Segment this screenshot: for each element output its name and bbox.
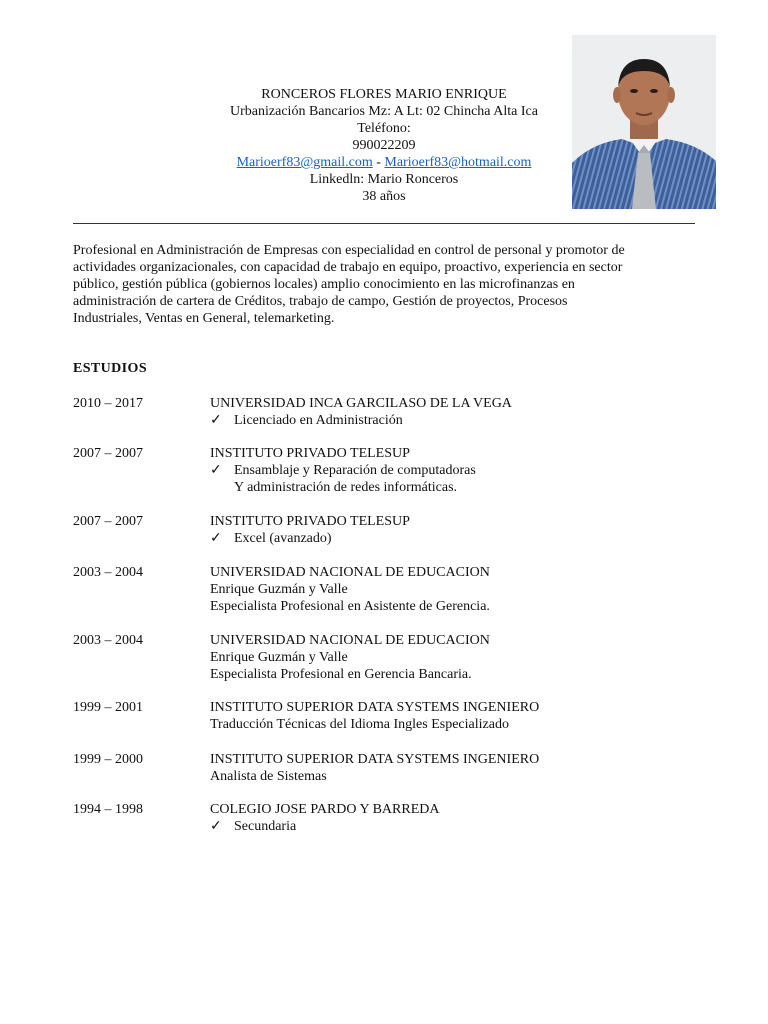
- linkedin-line: Linkedln: Mario Ronceros: [309, 172, 459, 187]
- phone-number: 990022209: [352, 138, 416, 153]
- study-detail: [210, 751, 539, 785]
- address: Urbanización Bancarios Mz: A Lt: 02 Chincha Alta Ica: [230, 104, 538, 119]
- checkmark-icon: ✓: [210, 531, 222, 546]
- profile-line: actividades organizacionales, con capacidad de trabajo en equipo, proactivo, experiencia en sector: [73, 260, 623, 275]
- study-institution: INSTITUTO SUPERIOR DATA SYSTEMS INGENIERO: [210, 752, 540, 767]
- study-detail: [210, 395, 512, 429]
- study-line: Enrique Guzmán y Valle: [210, 582, 348, 597]
- study-institution: INSTITUTO PRIVADO TELESUP: [210, 514, 410, 529]
- study-checked-item: [210, 462, 476, 479]
- study-item-continuation: Y administración de redes informáticas.: [234, 480, 458, 495]
- study-years: 2007 – 2007: [73, 514, 143, 529]
- full-name: RONCEROS FLORES MARIO ENRIQUE: [261, 87, 507, 102]
- study-item-text: Ensamblaje y Reparación de computadoras: [234, 463, 476, 478]
- study-line: Traducción Técnicas del Idioma Ingles Especializado: [210, 717, 509, 732]
- study-line: Analista de Sistemas: [210, 769, 327, 784]
- study-years: 2003 – 2004: [73, 565, 143, 580]
- section-title-estudios: ESTUDIOS: [73, 361, 148, 376]
- study-checked-item: [210, 818, 439, 835]
- profile-line: Profesional en Administración de Empresas con especialidad en control de personal y promotor de: [73, 243, 625, 258]
- checkmark-icon: ✓: [210, 413, 222, 428]
- study-checked-item: [210, 530, 410, 547]
- study-years: 1999 – 2000: [73, 752, 143, 767]
- study-line: Enrique Guzmán y Valle: [210, 650, 348, 665]
- checkmark-icon: ✓: [210, 819, 222, 834]
- contact-header: [200, 86, 568, 205]
- study-detail: [210, 564, 490, 615]
- header-divider: [73, 223, 695, 224]
- study-detail: [210, 699, 539, 733]
- age: 38 años: [362, 189, 406, 204]
- profile-line: público, gestión pública (gobiernos locales) amplio conocimiento en las microfinanzas en: [73, 277, 575, 292]
- portrait-image: [572, 35, 716, 209]
- study-institution: UNIVERSIDAD INCA GARCILASO DE LA VEGA: [210, 396, 512, 411]
- study-institution: INSTITUTO SUPERIOR DATA SYSTEMS INGENIERO: [210, 700, 540, 715]
- checkmark-icon: ✓: [210, 463, 222, 478]
- study-line: Especialista Profesional en Gerencia Bancaria.: [210, 667, 472, 682]
- phone-label: Teléfono:: [357, 121, 411, 136]
- profile-line: Industriales, Ventas en General, telemarketing.: [73, 311, 335, 326]
- study-line: Especialista Profesional en Asistente de Gerencia.: [210, 599, 490, 614]
- study-detail: [210, 632, 490, 683]
- study-item-text: Licenciado en Administración: [234, 413, 403, 428]
- profile-line: administración de cartera de Créditos, trabajo de campo, Gestión de proyectos, Procesos: [73, 294, 568, 309]
- study-years: 1994 – 1998: [73, 802, 143, 817]
- study-institution: UNIVERSIDAD NACIONAL DE EDUCACION: [210, 565, 490, 580]
- study-detail: [210, 445, 476, 496]
- study-years: 1999 – 2001: [73, 700, 143, 715]
- profile-summary: [73, 242, 695, 327]
- email-gmail-link[interactable]: Marioerf83@gmail.com: [236, 155, 373, 170]
- study-years: 2003 – 2004: [73, 633, 143, 648]
- study-institution: UNIVERSIDAD NACIONAL DE EDUCACION: [210, 633, 490, 648]
- study-item-text: Secundaria: [234, 819, 297, 834]
- study-institution: COLEGIO JOSE PARDO Y BARREDA: [210, 802, 440, 817]
- email-hotmail-link[interactable]: Marioerf83@hotmail.com: [384, 155, 532, 170]
- study-detail: [210, 513, 410, 547]
- email-separator: -: [372, 155, 385, 170]
- profile-photo: [572, 35, 716, 209]
- study-institution: INSTITUTO PRIVADO TELESUP: [210, 446, 410, 461]
- study-years: 2007 – 2007: [73, 446, 143, 461]
- study-item-text: Excel (avanzado): [234, 531, 332, 546]
- email-line: [200, 154, 568, 171]
- study-years: 2010 – 2017: [73, 396, 143, 411]
- study-detail: [210, 801, 439, 835]
- study-checked-item: [210, 412, 512, 429]
